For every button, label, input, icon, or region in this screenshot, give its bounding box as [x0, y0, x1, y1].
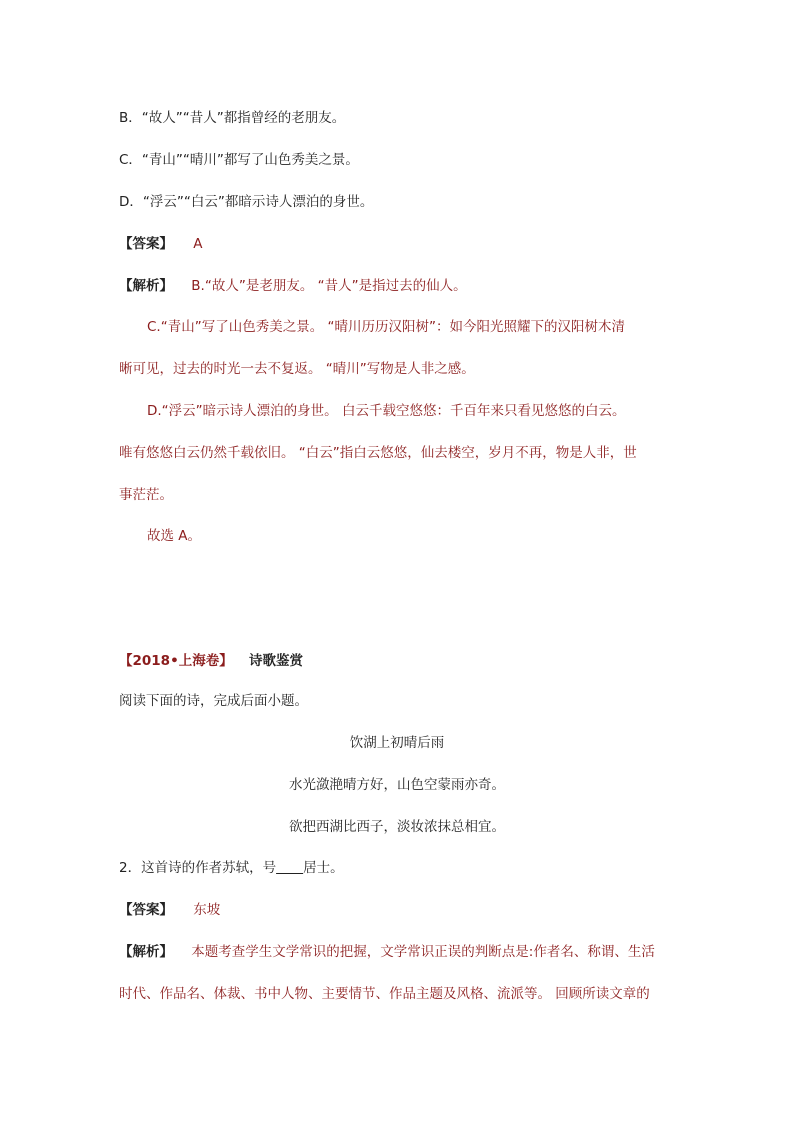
- q1-analysis-b: B.“故人”是老朋友。 “昔人”是指过去的仙人。: [191, 278, 467, 294]
- q1-analysis-d-2: 唯有悠悠白云仍然千载依旧。 “白云”指白云悠悠，仙去楼空，岁月不再，物是人非，世: [119, 445, 637, 461]
- section-instruction: 阅读下面的诗，完成后面小题。: [119, 693, 308, 709]
- q1-analysis-row: [119, 276, 467, 296]
- q1-analysis-label: 【解析】: [119, 278, 173, 294]
- q2-analysis-row: [119, 942, 655, 962]
- q2-analysis-1: 本题考查学生文学常识的把握，文学常识正误的判断点是:作者名、称谓、生活: [191, 944, 655, 960]
- q1-answer-label: 【答案】: [119, 236, 173, 252]
- q2-analysis-2: 时代、作品名、体裁、书中人物、主要情节、作品主题及风格、流派等。 回顾所读文章的: [119, 986, 650, 1002]
- q1-conclusion: 故选 A。: [147, 528, 202, 544]
- poem-line-2: 欲把西湖比西子，淡妆浓抹总相宜。: [289, 819, 505, 835]
- section-title: 诗歌鉴赏: [249, 653, 303, 669]
- q2-answer-label: 【答案】: [119, 902, 173, 918]
- q1-analysis-d-1: D.“浮云”暗示诗人漂泊的身世。 白云千载空悠悠：千百年来只看见悠悠的白云。: [147, 403, 626, 419]
- section-source: 【2018•上海卷】: [119, 653, 233, 669]
- section-header: [119, 651, 303, 671]
- option-b: B．“故人”“昔人”都指曾经的老朋友。: [119, 110, 346, 126]
- q1-analysis-c-1: C.“青山”写了山色秀美之景。 “晴川历历汉阳树”：如今阳光照耀下的汉阳树木清: [147, 319, 625, 335]
- poem-title: 饮湖上初晴后雨: [349, 735, 445, 751]
- q2-question-pre: 2．这首诗的作者苏轼，号: [119, 860, 277, 876]
- option-c: C．“青山”“晴川”都写了山色秀美之景。: [119, 152, 359, 168]
- q2-analysis-label: 【解析】: [119, 944, 173, 960]
- poem-line-1: 水光潋滟晴方好，山色空蒙雨亦奇。: [289, 777, 505, 793]
- q1-analysis-c-2: 晰可见，过去的时光一去不复返。 “晴川”写物是人非之感。: [119, 361, 475, 377]
- q1-answer-value: A: [193, 236, 203, 252]
- q1-answer-row: [119, 234, 203, 254]
- q2-answer-row: [119, 900, 220, 920]
- option-d: D．“浮云”“白云”都暗示诗人漂泊的身世。: [119, 194, 374, 210]
- q1-analysis-d-3: 事茫茫。: [119, 487, 173, 503]
- q2-answer-blank: [276, 858, 303, 878]
- q2-question: [119, 858, 344, 878]
- q2-question-post: 居士。: [303, 860, 344, 876]
- q2-answer-value: 东坡: [193, 902, 221, 918]
